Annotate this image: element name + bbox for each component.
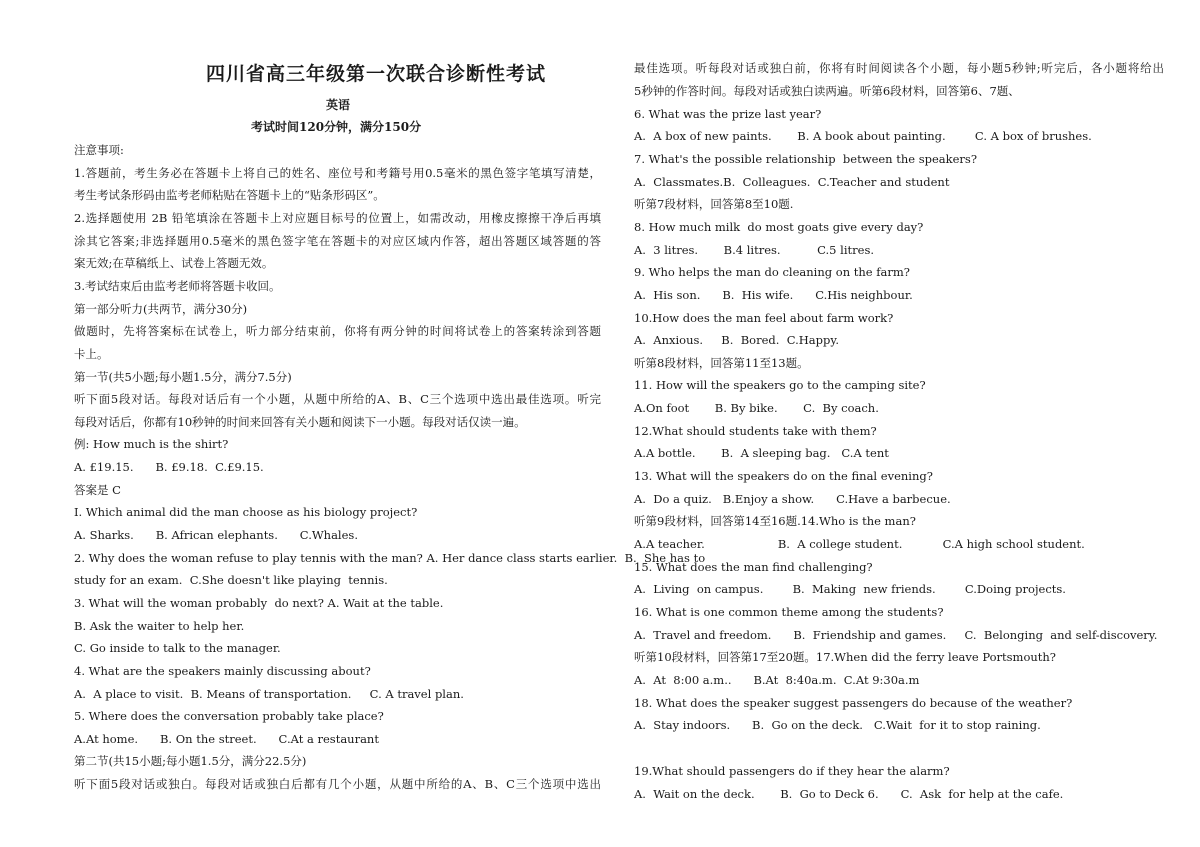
question: 8. How much milk do most goats give every day?: [634, 220, 924, 234]
text-line: 听下面5段对话。每段对话后有一个小题，从题中所给的A、B、C三个选项中选出最佳选项。听完: [74, 392, 601, 406]
section-instruction: 听第9段材料，回答第14至16题.14.Who is the man?: [634, 514, 916, 528]
example-answer: 答案是 C: [74, 483, 121, 497]
options: A.A teacher. B. A college student. C.A high school student.: [634, 537, 1085, 551]
options: A. 3 litres. B.4 litres. C.5 litres.: [634, 243, 874, 257]
options: A. At 8:00 a.m.. B.At 8:40a.m. C.At 9:30a.m: [634, 673, 920, 687]
question: 13. What will the speakers do on the final evening?: [634, 469, 933, 483]
text-line: 案无效;在草稿纸上、试卷上答题无效。: [74, 256, 274, 270]
question: 15. What does the man find challenging?: [634, 560, 873, 574]
section-heading: 第一部分听力(共两节，满分30分): [74, 302, 248, 316]
text-line: 涂其它答案;非选择题用0.5毫米的黑色签字笔在答题卡的对应区域内作答，超出答题区域答题的答: [74, 234, 601, 248]
question: 2. Why does the woman refuse to play tennis with the man? A. Her dance class starts earlier. B. She has to: [74, 551, 706, 565]
text-line: 2.选择题使用 2B 铅笔填涂在答题卡上对应题目标号的位置上，如需改动，用橡皮擦擦干净后再填: [74, 211, 601, 225]
options: A. Wait on the deck. B. Go to Deck 6. C. Ask for help at the cafe.: [634, 787, 1064, 801]
options: A.At home. B. On the street. C.At a restaurant: [74, 732, 379, 746]
question: 10.How does the man feel about farm work?: [634, 311, 894, 325]
text-line: 每段对话后，你都有10秒钟的时间来回答有关小题和阅读下一小题。每段对话仅读一遍。: [74, 415, 526, 429]
question: I. Which animal did the man choose as his biology project?: [74, 505, 418, 519]
question: 18. What does the speaker suggest passengers do because of the weather?: [634, 696, 1073, 710]
question: 6. What was the prize last year?: [634, 107, 822, 121]
options: A.On foot B. By bike. C. By coach.: [634, 401, 879, 415]
question: 5. Where does the conversation probably take place?: [74, 709, 384, 723]
section-heading: 第一节(共5小题;每小题1.5分，满分7.5分): [74, 370, 292, 384]
options: A. Living on campus. B. Making new friends. C.Doing projects.: [634, 582, 1066, 596]
text-line: 最佳选项。听每段对话或独白前，你将有时间阅读各个小题，每小题5秒钟;听完后，各小题将给出: [634, 61, 1164, 75]
options: A. Do a quiz. B.Enjoy a show. C.Have a barbecue.: [634, 492, 951, 506]
text-line: 做题时，先将答案标在试卷上，听力部分结束前，你将有两分钟的时间将试卷上的答案转涂到答题: [74, 324, 601, 338]
question: 12.What should students take with them?: [634, 424, 877, 438]
exam-title: 四川省高三年级第一次联合诊断性考试: [206, 63, 547, 85]
question: 3. What will the woman probably do next? A. Wait at the table.: [74, 596, 444, 610]
question: 4. What are the speakers mainly discussing about?: [74, 664, 371, 678]
text-line: 5秒钟的作答时间。每段对话或独白读两遍。听第6段材料，回答第6、7题、: [634, 84, 1020, 98]
exam-info: 考试时间120分钟，满分150分: [251, 120, 422, 134]
section-instruction: 听第8段材料，回答第11至13题。: [634, 356, 809, 370]
options: B. Ask the waiter to help her.: [74, 619, 245, 633]
options: A. Sharks. B. African elephants. C.Whales.: [74, 528, 358, 542]
options: A. Travel and freedom. B. Friendship and games. C. Belonging and self-discovery.: [634, 628, 1158, 642]
options: A.A bottle. B. A sleeping bag. C.A tent: [634, 446, 889, 460]
options: A. His son. B. His wife. C.His neighbour.: [634, 288, 913, 302]
text-line: 听下面5段对话或独白。每段对话或独白后都有几个小题，从题中所给的A、B、C三个选项中选出: [74, 777, 601, 791]
subject-label: 英语: [326, 98, 351, 112]
options: A. A place to visit. B. Means of transportation. C. A travel plan.: [74, 687, 464, 701]
section-instruction: 听第7段材料，回答第8至10题.: [634, 197, 794, 211]
text-line: 考生考试条形码由监考老师粘贴在答题卡上的“贴条形码区”。: [74, 188, 385, 202]
question: 11. How will the speakers go to the camping site?: [634, 378, 926, 392]
question: 7. What's the possible relationship between the speakers?: [634, 152, 977, 166]
text-line: 卡上。: [74, 347, 109, 361]
example-options: A. £19.15. B. £9.18. C.£9.15.: [74, 460, 264, 474]
question: 19.What should passengers do if they hear the alarm?: [634, 764, 950, 778]
options: A. Anxious. B. Bored. C.Happy.: [634, 333, 840, 347]
example-question: 例: How much is the shirt?: [74, 437, 229, 451]
section-heading: 第二节(共15小题;每小题1.5分，满分22.5分): [74, 754, 307, 768]
question: 9. Who helps the man do cleaning on the farm?: [634, 265, 910, 279]
text-line: 3.考试结束后由监考老师将答题卡收回。: [74, 279, 281, 293]
question: 16. What is one common theme among the students?: [634, 605, 944, 619]
text-line: 1.答题前，考生务必在答题卡上将自己的姓名、座位号和考籍号用0.5毫米的黑色签字笔填写清楚，: [74, 166, 601, 180]
text-line: 注意事项:: [74, 143, 124, 157]
question-continued: study for an exam. C.She doesn't like playing tennis.: [74, 573, 388, 587]
section-instruction: 听第10段材料，回答第17至20题。17.When did the ferry leave Portsmouth?: [634, 650, 1056, 664]
options: A. Stay indoors. B. Go on the deck. C.Wait for it to stop raining.: [634, 718, 1041, 732]
options: A. A box of new paints. B. A book about painting. C. A box of brushes.: [634, 129, 1092, 143]
options: A. Classmates.B. Colleagues. C.Teacher and student: [634, 175, 950, 189]
options: C. Go inside to talk to the manager.: [74, 641, 281, 655]
